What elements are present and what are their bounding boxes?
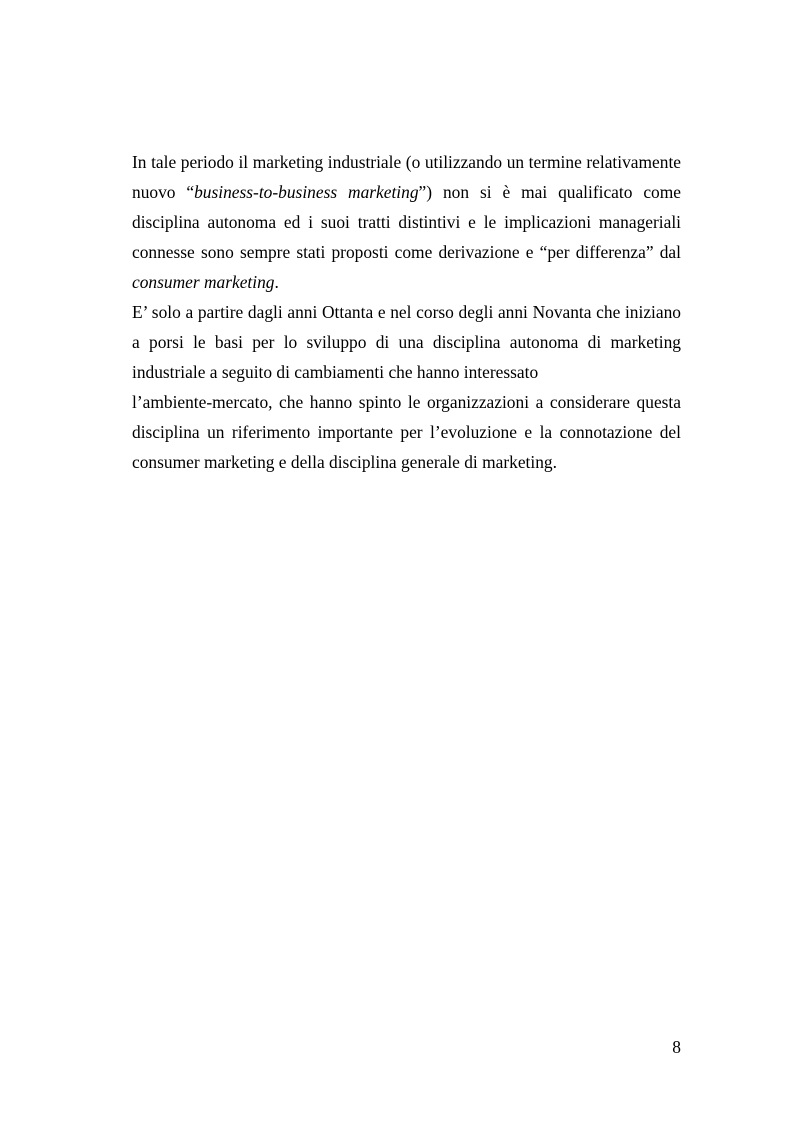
text-run: disciplina un riferimento importante per l’evoluzione e la connotazione del: [132, 422, 681, 442]
text-line: [132, 237, 681, 267]
text-run: l’ambiente-mercato, che hanno spinto le organizzazioni a considerare questa: [132, 392, 681, 412]
text-run: ”) non si è mai qualificato come: [418, 182, 681, 202]
text-line: [132, 357, 681, 387]
text-line: [132, 387, 681, 417]
text-run: disciplina autonoma ed i suoi tratti distintivi e le implicazioni manageriali: [132, 212, 681, 232]
text-line: [132, 177, 681, 207]
text-run: In tale periodo il marketing industriale (o utilizzando un termine relativamente: [132, 152, 681, 172]
text-line: [132, 447, 681, 477]
text-run: consumer marketing e della disciplina generale di marketing.: [132, 452, 557, 472]
page-number: 8: [672, 1037, 681, 1057]
text-line: [132, 267, 681, 297]
italic-term: consumer marketing: [132, 272, 275, 292]
text-line: [132, 327, 681, 357]
text-line: [132, 147, 681, 177]
text-line: [132, 297, 681, 327]
text-run: .: [274, 272, 279, 292]
text-run: a porsi le basi per lo sviluppo di una disciplina autonoma di marketing: [132, 332, 681, 352]
text-run: E’ solo a partire dagli anni Ottanta e nel corso degli anni Novanta che iniziano: [132, 302, 681, 322]
text-run: industriale a seguito di cambiamenti che hanno interessato: [132, 362, 539, 382]
text-run: connesse sono sempre stati proposti come derivazione e “per differenza” dal: [132, 242, 681, 262]
body-text: [132, 147, 681, 477]
italic-term: business-to-business marketing: [194, 182, 419, 202]
text-line: [132, 417, 681, 447]
text-run: nuovo “: [132, 182, 195, 202]
text-line: [132, 207, 681, 237]
